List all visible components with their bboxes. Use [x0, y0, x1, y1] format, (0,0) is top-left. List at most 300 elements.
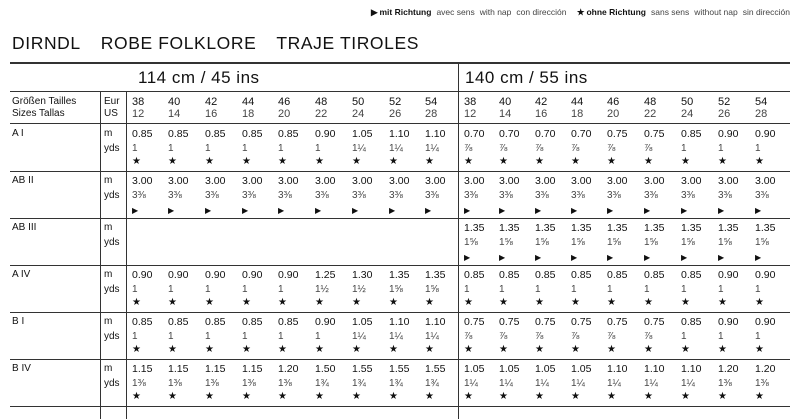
triangle-right-icon: ▶ — [278, 206, 285, 215]
triangle-right-icon: ▶ — [499, 206, 506, 215]
meters-value: 0.90 — [718, 316, 739, 328]
yards-value: 1 — [607, 284, 613, 295]
yards-value: 1 — [132, 143, 138, 154]
yards-value: 1 — [168, 284, 174, 295]
star-icon: ★ — [755, 156, 764, 167]
title-es: TRAJE TIROLES — [276, 33, 420, 53]
star-icon: ★ — [205, 391, 214, 402]
star-icon: ★ — [389, 297, 398, 308]
legend-with-nap-es: con dirección — [516, 7, 567, 17]
meters-value: 3.00 — [278, 175, 299, 187]
yards-value: 1 — [168, 331, 174, 342]
yards-value: 1¼ — [644, 378, 658, 389]
star-icon: ★ — [352, 391, 361, 402]
yards-value: 1⅝ — [644, 237, 658, 248]
yards-value: 1¼ — [389, 331, 403, 342]
meters-value: 0.85 — [607, 269, 628, 281]
triangle-right-icon: ▶ — [499, 253, 506, 262]
star-icon: ★ — [425, 156, 434, 167]
yards-value: 3⅜ — [132, 190, 146, 201]
yards-value: 3⅜ — [571, 190, 585, 201]
star-icon: ★ — [278, 297, 287, 308]
yards-value: ⅞ — [571, 331, 580, 342]
star-icon: ★ — [607, 344, 616, 355]
page-title — [12, 33, 439, 54]
meters-value: 0.90 — [278, 269, 299, 281]
yards-value: 1 — [242, 143, 248, 154]
meters-value: 1.20 — [278, 363, 299, 375]
header-divider — [10, 123, 790, 124]
unit-yds: yds — [104, 331, 120, 342]
row-label: A I — [12, 128, 24, 139]
star-icon: ★ — [168, 297, 177, 308]
meters-value: 0.90 — [315, 128, 336, 140]
size-eur-w114: 40 — [168, 96, 181, 108]
row-divider — [10, 406, 790, 407]
unit-m: m — [104, 269, 113, 280]
size-header — [12, 96, 76, 120]
star-icon: ★ — [499, 344, 508, 355]
meters-value: 1.10 — [425, 128, 446, 140]
yards-value: 3⅜ — [644, 190, 658, 201]
yards-value: 1⅝ — [571, 237, 585, 248]
size-eur-w140: 50 — [681, 96, 694, 108]
meters-value: 0.75 — [607, 128, 628, 140]
meters-value: 3.00 — [425, 175, 446, 187]
yards-value: 1 — [718, 284, 724, 295]
star-icon: ★ — [644, 297, 653, 308]
star-icon: ★ — [718, 156, 727, 167]
size-eur-w114: 54 — [425, 96, 438, 108]
meters-value: 0.85 — [681, 316, 702, 328]
yards-value: 1 — [644, 284, 650, 295]
yards-value: ⅞ — [535, 143, 544, 154]
size-us-w114: 26 — [389, 108, 402, 120]
star-icon: ★ — [242, 391, 251, 402]
meters-value: 1.10 — [681, 363, 702, 375]
star-icon: ★ — [132, 391, 141, 402]
star-icon: ★ — [464, 391, 473, 402]
size-us-w114: 22 — [315, 108, 328, 120]
meters-value: 1.15 — [242, 363, 263, 375]
yards-value: 1⅜ — [755, 378, 769, 389]
title-divider — [10, 62, 790, 64]
yards-value: 1 — [681, 284, 687, 295]
meters-value: 0.85 — [205, 316, 226, 328]
yards-value: 1 — [718, 331, 724, 342]
star-icon: ★ — [425, 344, 434, 355]
yards-value: 1 — [464, 284, 470, 295]
meters-value: 1.20 — [718, 363, 739, 375]
meters-value: 0.85 — [499, 269, 520, 281]
size-us-w140: 24 — [681, 108, 694, 120]
meters-value: 3.00 — [205, 175, 226, 187]
yards-value: ⅞ — [535, 331, 544, 342]
star-icon: ★ — [681, 156, 690, 167]
yards-value: 1 — [132, 331, 138, 342]
meters-value: 3.00 — [571, 175, 592, 187]
star-icon: ★ — [168, 391, 177, 402]
yards-value: 1¼ — [464, 378, 478, 389]
size-us-w114: 12 — [132, 108, 145, 120]
unit-yds: yds — [104, 143, 120, 154]
meters-value: 1.35 — [755, 222, 776, 234]
meters-value: 0.90 — [755, 316, 776, 328]
meters-value: 1.35 — [389, 269, 410, 281]
meters-value: 0.90 — [242, 269, 263, 281]
unit-yds: yds — [104, 378, 120, 389]
legend-without-nap-fr: sans sens — [650, 7, 690, 17]
star-icon: ★ — [425, 297, 434, 308]
yards-value: 1¼ — [425, 143, 439, 154]
star-icon: ★ — [315, 156, 324, 167]
star-icon: ★ — [132, 156, 141, 167]
legend-with-nap-de: mit Richtung — [379, 7, 432, 17]
star-icon: ★ — [499, 297, 508, 308]
yards-value: 1 — [242, 284, 248, 295]
meters-value: 1.10 — [644, 363, 665, 375]
meters-value: 0.90 — [718, 269, 739, 281]
star-icon: ★ — [571, 297, 580, 308]
triangle-right-icon: ▶ — [464, 206, 471, 215]
star-icon: ★ — [278, 344, 287, 355]
row-label: B IV — [12, 363, 31, 374]
yards-value: ⅞ — [499, 143, 508, 154]
meters-value: 1.35 — [499, 222, 520, 234]
star-icon: ★ — [205, 344, 214, 355]
star-icon: ★ — [315, 391, 324, 402]
star-icon: ★ — [607, 297, 616, 308]
star-icon: ★ — [718, 344, 727, 355]
yards-value: 1¼ — [389, 143, 403, 154]
yards-value: ⅞ — [464, 331, 473, 342]
star-icon: ★ — [576, 7, 585, 17]
star-icon: ★ — [168, 344, 177, 355]
meters-value: 0.85 — [464, 269, 485, 281]
unit-yds: yds — [104, 237, 120, 248]
star-icon: ★ — [132, 344, 141, 355]
star-icon: ★ — [644, 344, 653, 355]
yards-value: 1 — [681, 143, 687, 154]
triangle-right-icon: ▶ — [644, 206, 651, 215]
meters-value: 0.85 — [571, 269, 592, 281]
star-icon: ★ — [242, 344, 251, 355]
star-icon: ★ — [644, 391, 653, 402]
star-icon: ★ — [535, 156, 544, 167]
legend-without-nap-en: without nap — [694, 7, 738, 17]
meters-value: 0.75 — [571, 316, 592, 328]
width-divider — [10, 91, 790, 92]
meters-value: 1.05 — [352, 128, 373, 140]
meters-value: 3.00 — [352, 175, 373, 187]
yards-value: ⅞ — [571, 143, 580, 154]
yards-value: 1 — [168, 143, 174, 154]
triangle-right-icon: ▶ — [315, 206, 322, 215]
size-us-w114: 14 — [168, 108, 181, 120]
size-eur-w140: 42 — [535, 96, 548, 108]
size-eur-w114: 44 — [242, 96, 255, 108]
star-icon: ★ — [464, 297, 473, 308]
width-140-heading: 140 cm / 55 ins — [465, 68, 588, 87]
yards-value: 1¾ — [425, 378, 439, 389]
meters-value: 0.90 — [168, 269, 189, 281]
meters-value: 0.90 — [315, 316, 336, 328]
meters-value: 0.90 — [755, 269, 776, 281]
size-system-labels — [104, 96, 120, 120]
yards-value: 1⅜ — [278, 378, 292, 389]
legend-without-nap-es: sin dirección — [742, 7, 790, 17]
star-icon: ★ — [755, 391, 764, 402]
size-header-line2: Sizes Tallas — [12, 108, 65, 119]
star-icon: ★ — [499, 391, 508, 402]
meters-value: 1.30 — [352, 269, 373, 281]
size-eur-w114: 48 — [315, 96, 328, 108]
meters-value: 1.55 — [389, 363, 410, 375]
size-us-w140: 14 — [499, 108, 512, 120]
triangle-right-icon: ▶ — [755, 253, 762, 262]
meters-value: 0.85 — [132, 316, 153, 328]
meters-value: 1.35 — [464, 222, 485, 234]
yards-value: 3⅜ — [425, 190, 439, 201]
size-eur-w140: 40 — [499, 96, 512, 108]
star-icon: ★ — [535, 344, 544, 355]
triangle-right-icon: ▶ — [132, 206, 139, 215]
triangle-right-icon: ▶ — [205, 206, 212, 215]
triangle-right-icon: ▶ — [681, 206, 688, 215]
yards-value: 1½ — [352, 284, 366, 295]
star-icon: ★ — [205, 156, 214, 167]
star-icon: ★ — [607, 391, 616, 402]
star-icon: ★ — [132, 297, 141, 308]
legend-with-nap-en: with nap — [479, 7, 512, 17]
size-us-w114: 24 — [352, 108, 365, 120]
size-eur-w114: 50 — [352, 96, 365, 108]
triangle-right-icon: ▶ — [389, 206, 396, 215]
yards-value: 3⅜ — [755, 190, 769, 201]
meters-value: 1.05 — [535, 363, 556, 375]
yards-value: 1¼ — [425, 331, 439, 342]
yards-value: 1⅜ — [718, 378, 732, 389]
size-us-w140: 20 — [607, 108, 620, 120]
star-icon: ★ — [718, 391, 727, 402]
size-us-w140: 26 — [718, 108, 731, 120]
star-icon: ★ — [278, 391, 287, 402]
meters-value: 3.00 — [607, 175, 628, 187]
triangle-right-icon: ▶ — [571, 206, 578, 215]
yards-value: 1 — [132, 284, 138, 295]
yards-value: 1¼ — [352, 331, 366, 342]
yards-value: 1⅝ — [425, 284, 439, 295]
meters-value: 0.85 — [242, 316, 263, 328]
size-eur-w114: 38 — [132, 96, 145, 108]
yards-value: 1 — [571, 284, 577, 295]
yards-value: 1 — [499, 284, 505, 295]
yards-value: 3⅜ — [389, 190, 403, 201]
star-icon: ★ — [499, 156, 508, 167]
meters-value: 1.55 — [425, 363, 446, 375]
meters-value: 1.35 — [535, 222, 556, 234]
yards-value: 1¼ — [607, 378, 621, 389]
yards-value: 1⅜ — [132, 378, 146, 389]
meters-value: 1.35 — [607, 222, 628, 234]
triangle-right-icon: ▶ — [718, 206, 725, 215]
size-eur-w140: 48 — [644, 96, 657, 108]
unit-yds: yds — [104, 190, 120, 201]
meters-value: 0.85 — [132, 128, 153, 140]
yards-value: 1⅜ — [205, 378, 219, 389]
meters-value: 0.70 — [464, 128, 485, 140]
triangle-right-icon: ▶ — [464, 253, 471, 262]
yards-value: 3⅜ — [205, 190, 219, 201]
star-icon: ★ — [389, 391, 398, 402]
triangle-right-icon: ▶ — [607, 253, 614, 262]
star-icon: ★ — [718, 297, 727, 308]
yards-value: ⅞ — [644, 331, 653, 342]
yards-value: 1⅜ — [168, 378, 182, 389]
unit-m: m — [104, 175, 113, 186]
meters-value: 1.35 — [571, 222, 592, 234]
star-icon: ★ — [315, 297, 324, 308]
yards-value: 1⅝ — [535, 237, 549, 248]
meters-value: 1.05 — [464, 363, 485, 375]
star-icon: ★ — [425, 391, 434, 402]
size-eur-w140: 54 — [755, 96, 768, 108]
meters-value: 0.75 — [499, 316, 520, 328]
row-label: B I — [12, 316, 25, 327]
star-icon: ★ — [242, 156, 251, 167]
meters-value: 0.85 — [681, 128, 702, 140]
meters-value: 3.00 — [718, 175, 739, 187]
meters-value: 1.10 — [389, 128, 410, 140]
yards-value: 1¼ — [352, 143, 366, 154]
star-icon: ★ — [571, 344, 580, 355]
yards-value: 3⅜ — [607, 190, 621, 201]
meters-value: 0.85 — [242, 128, 263, 140]
meters-value: 0.75 — [644, 316, 665, 328]
yards-value: 1 — [755, 143, 761, 154]
row-divider — [10, 171, 790, 172]
yards-value: 1¼ — [535, 378, 549, 389]
meters-value: 0.70 — [499, 128, 520, 140]
yards-value: 1 — [205, 143, 211, 154]
yards-value: 3⅜ — [718, 190, 732, 201]
yards-value: 1 — [205, 284, 211, 295]
meters-value: 3.00 — [499, 175, 520, 187]
column-divider-units — [100, 91, 101, 419]
size-us-w140: 12 — [464, 108, 477, 120]
size-us-w114: 20 — [278, 108, 291, 120]
yards-value: 1⅜ — [242, 378, 256, 389]
star-icon: ★ — [535, 297, 544, 308]
meters-value: 0.70 — [571, 128, 592, 140]
size-eur-w140: 52 — [718, 96, 731, 108]
yards-value: 3⅜ — [315, 190, 329, 201]
yards-value: ⅞ — [499, 331, 508, 342]
meters-value: 3.00 — [464, 175, 485, 187]
yards-value: 3⅜ — [499, 190, 513, 201]
size-us-w140: 28 — [755, 108, 768, 120]
star-icon: ★ — [352, 297, 361, 308]
yards-value: 1¼ — [571, 378, 585, 389]
meters-value: 1.15 — [132, 363, 153, 375]
meters-value: 0.85 — [168, 316, 189, 328]
meters-value: 1.05 — [499, 363, 520, 375]
triangle-right-icon: ▶ — [681, 253, 688, 262]
meters-value: 1.05 — [352, 316, 373, 328]
meters-value: 1.10 — [425, 316, 446, 328]
unit-m: m — [104, 222, 113, 233]
star-icon: ★ — [681, 297, 690, 308]
star-icon: ★ — [389, 344, 398, 355]
yards-value: 1¾ — [315, 378, 329, 389]
yards-value: 3⅜ — [535, 190, 549, 201]
unit-m: m — [104, 316, 113, 327]
meters-value: 3.00 — [315, 175, 336, 187]
meters-value: 1.35 — [718, 222, 739, 234]
size-eur-w114: 46 — [278, 96, 291, 108]
size-us-w114: 28 — [425, 108, 438, 120]
star-icon: ★ — [681, 391, 690, 402]
yards-value: 3⅜ — [278, 190, 292, 201]
triangle-right-icon: ▶ — [571, 253, 578, 262]
unit-m: m — [104, 363, 113, 374]
yards-value: 1¼ — [681, 378, 695, 389]
meters-value: 1.55 — [352, 363, 373, 375]
meters-value: 3.00 — [681, 175, 702, 187]
yards-value: 1 — [535, 284, 541, 295]
yards-value: 1⅝ — [755, 237, 769, 248]
star-icon: ★ — [352, 156, 361, 167]
star-icon: ★ — [571, 391, 580, 402]
yards-value: 1⅝ — [499, 237, 513, 248]
meters-value: 3.00 — [132, 175, 153, 187]
triangle-right-icon: ▶ — [535, 206, 542, 215]
size-eur-w114: 42 — [205, 96, 218, 108]
triangle-right-icon: ▶ — [607, 206, 614, 215]
meters-value: 1.05 — [571, 363, 592, 375]
meters-value: 0.70 — [535, 128, 556, 140]
meters-value: 0.75 — [607, 316, 628, 328]
meters-value: 0.90 — [755, 128, 776, 140]
meters-value: 3.00 — [242, 175, 263, 187]
star-icon: ★ — [571, 156, 580, 167]
yards-value: ⅞ — [644, 143, 653, 154]
size-us-w114: 16 — [205, 108, 218, 120]
star-icon: ★ — [644, 156, 653, 167]
meters-value: 0.85 — [205, 128, 226, 140]
meters-value: 1.10 — [389, 316, 410, 328]
meters-value: 1.35 — [681, 222, 702, 234]
triangle-right-icon: ▶ — [718, 253, 725, 262]
yards-value: 3⅜ — [464, 190, 478, 201]
star-icon: ★ — [607, 156, 616, 167]
yards-value: 1 — [315, 143, 321, 154]
yards-value: 1 — [681, 331, 687, 342]
meters-value: 1.25 — [315, 269, 336, 281]
size-us-w140: 22 — [644, 108, 657, 120]
yards-value: 1¾ — [389, 378, 403, 389]
meters-value: 0.90 — [132, 269, 153, 281]
yards-value: 1½ — [315, 284, 329, 295]
star-icon: ★ — [535, 391, 544, 402]
eur-label: Eur — [104, 96, 120, 107]
meters-value: 0.85 — [644, 269, 665, 281]
yards-value: 1 — [718, 143, 724, 154]
star-icon: ★ — [389, 156, 398, 167]
size-us-w140: 18 — [571, 108, 584, 120]
row-label: A IV — [12, 269, 31, 280]
meters-value: 3.00 — [644, 175, 665, 187]
